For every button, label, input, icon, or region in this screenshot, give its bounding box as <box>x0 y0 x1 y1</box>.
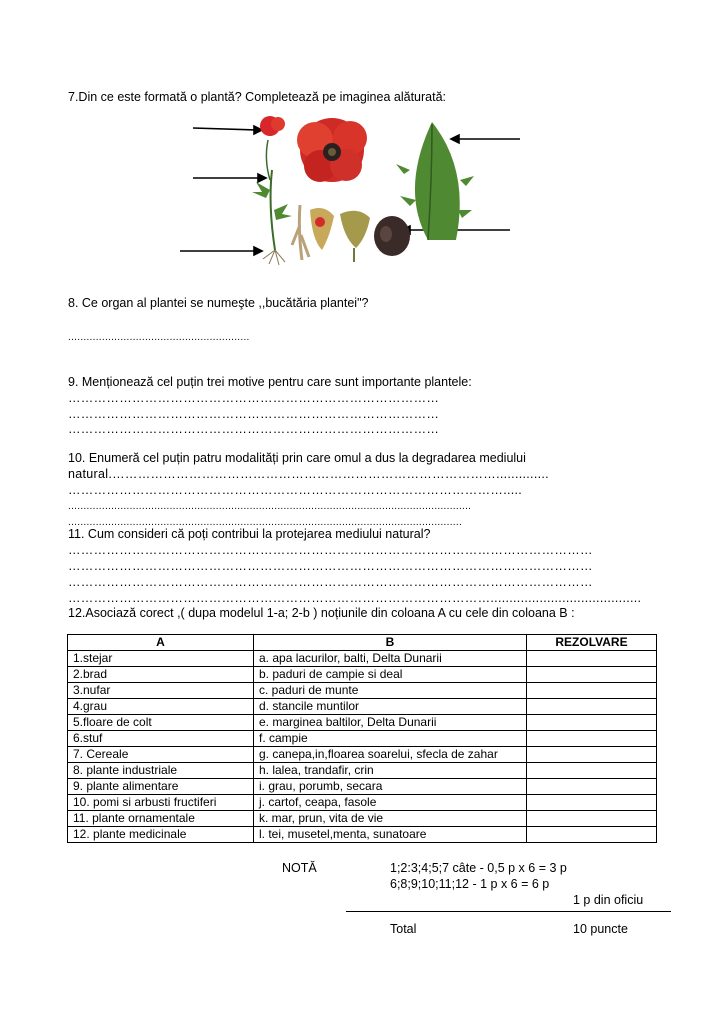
column-b-cell: g. canepa,in,floarea soarelui, sfecla de zahar <box>254 747 527 763</box>
nota-line-1: 1;2:3;4;5;7 câte - 0,5 p x 6 = 3 p <box>390 861 567 875</box>
q10-answer-line[interactable]: natural.……………………………………………………………………………….............. <box>68 467 549 481</box>
rezolvare-cell[interactable] <box>527 667 657 683</box>
q9-answer-line[interactable]: …………………………………………………………………………… <box>68 407 440 421</box>
root-icon <box>292 205 309 260</box>
q7-title: 7.Din ce este formată o plantă? Completează pe imaginea alăturată: <box>68 90 447 104</box>
column-a-cell: 10. pomi si arbusti fructiferi <box>68 795 254 811</box>
rezolvare-cell[interactable] <box>527 699 657 715</box>
poppy-flower-icon <box>297 118 367 182</box>
rezolvare-cell[interactable] <box>527 779 657 795</box>
column-a-cell: 12. plante medicinale <box>68 827 254 843</box>
column-rezolvare-header: REZOLVARE <box>527 635 657 651</box>
table-row <box>68 651 657 667</box>
q10-answer-line[interactable]: ................................................................................................................................ <box>68 517 463 528</box>
column-b-cell: c. paduri de munte <box>254 683 527 699</box>
q11-answer-line[interactable]: ………………………………………………………………………………………........................................ <box>68 591 642 605</box>
q10-title: 10. Enumeră cel puțin patru modalități prin care omul a dus la degradarea mediului <box>68 451 526 465</box>
seed-icon <box>374 216 410 256</box>
rezolvare-cell[interactable] <box>527 683 657 699</box>
column-b-cell: e. marginea baltilor, Delta Dunarii <box>254 715 527 731</box>
column-a-cell: 6.stuf <box>68 731 254 747</box>
q9-title: 9. Menționează cel puțin trei motive pentru care sunt importante plantele: <box>68 375 472 389</box>
q10-answer-line[interactable]: ................................................................................................................................... <box>68 501 472 512</box>
rezolvare-cell[interactable] <box>527 827 657 843</box>
column-a-cell: 3.nufar <box>68 683 254 699</box>
table-row <box>68 731 657 747</box>
q11-answer-line[interactable]: …………………………………………………………………………………………………………… <box>68 543 593 557</box>
rezolvare-cell[interactable] <box>527 747 657 763</box>
table-header-row <box>68 635 657 651</box>
column-a-cell: 11. plante ornamentale <box>68 811 254 827</box>
q11-title: 11. Cum consideri că poți contribui la protejarea mediului natural? <box>68 527 431 541</box>
rezolvare-cell[interactable] <box>527 811 657 827</box>
rezolvare-cell[interactable] <box>527 715 657 731</box>
nota-label: NOTĂ <box>282 861 317 875</box>
column-b-cell: j. cartof, ceapa, fasole <box>254 795 527 811</box>
column-b-cell: k. mar, prun, vita de vie <box>254 811 527 827</box>
rezolvare-cell[interactable] <box>527 763 657 779</box>
total-divider <box>346 911 671 912</box>
column-b-cell: b. paduri de campie si deal <box>254 667 527 683</box>
q9-answer-line[interactable]: …………………………………………………………………………… <box>68 422 440 436</box>
column-a-cell: 1.stejar <box>68 651 254 667</box>
table-row <box>68 795 657 811</box>
column-b-cell: h. lalea, trandafir, crin <box>254 763 527 779</box>
column-b-cell: i. grau, porumb, secara <box>254 779 527 795</box>
q8-answer-line[interactable]: ........................................................... <box>68 332 250 343</box>
column-a-cell: 7. Cereale <box>68 747 254 763</box>
q11-answer-line[interactable]: …………………………………………………………………………………………………………… <box>68 559 593 573</box>
association-table <box>67 634 657 843</box>
column-a-cell: 9. plante alimentare <box>68 779 254 795</box>
column-a-cell: 5.floare de colt <box>68 715 254 731</box>
nota-line-3: 1 p din oficiu <box>573 893 644 907</box>
column-b-header: B <box>254 635 527 651</box>
table-row <box>68 747 657 763</box>
table-row <box>68 763 657 779</box>
column-a-cell: 4.grau <box>68 699 254 715</box>
column-a-header: A <box>68 635 254 651</box>
table-row <box>68 683 657 699</box>
table-row <box>68 667 657 683</box>
q12-title: 12.Asociază corect ,( dupa modelul 1-a; 2-b ) noțiunile din coloana A cu cele din coloana B : <box>68 606 575 620</box>
table-row <box>68 699 657 715</box>
rezolvare-cell[interactable] <box>527 651 657 667</box>
column-b-cell: d. stancile muntilor <box>254 699 527 715</box>
q11-answer-line[interactable]: …………………………………………………………………………………………………………… <box>68 575 593 589</box>
capsule-icon <box>340 211 370 248</box>
nota-line-2: 6;8;9;10;11;12 - 1 p x 6 = 6 p <box>390 877 550 891</box>
q10-answer-line[interactable]: …………………………………………………………………………………………..... <box>68 483 523 497</box>
table-row <box>68 827 657 843</box>
total-value: 10 puncte <box>573 922 628 936</box>
total-label: Total <box>390 922 417 936</box>
table-row <box>68 715 657 731</box>
column-a-cell: 8. plante industriale <box>68 763 254 779</box>
column-b-cell: l. tei, musetel,menta, sunatoare <box>254 827 527 843</box>
rezolvare-cell[interactable] <box>527 795 657 811</box>
poppy-plant-illustration <box>170 110 530 270</box>
table-row <box>68 779 657 795</box>
table-row <box>68 811 657 827</box>
seed-pod-icon <box>310 208 334 250</box>
q8-title: 8. Ce organ al plantei se numeşte ,,bucătăria plantei"? <box>68 296 369 310</box>
column-b-cell: a. apa lacurilor, balti, Delta Dunarii <box>254 651 527 667</box>
q9-answer-line[interactable]: …………………………………………………………………………… <box>68 391 440 405</box>
column-b-cell: f. campie <box>254 731 527 747</box>
column-a-cell: 2.brad <box>68 667 254 683</box>
rezolvare-cell[interactable] <box>527 731 657 747</box>
